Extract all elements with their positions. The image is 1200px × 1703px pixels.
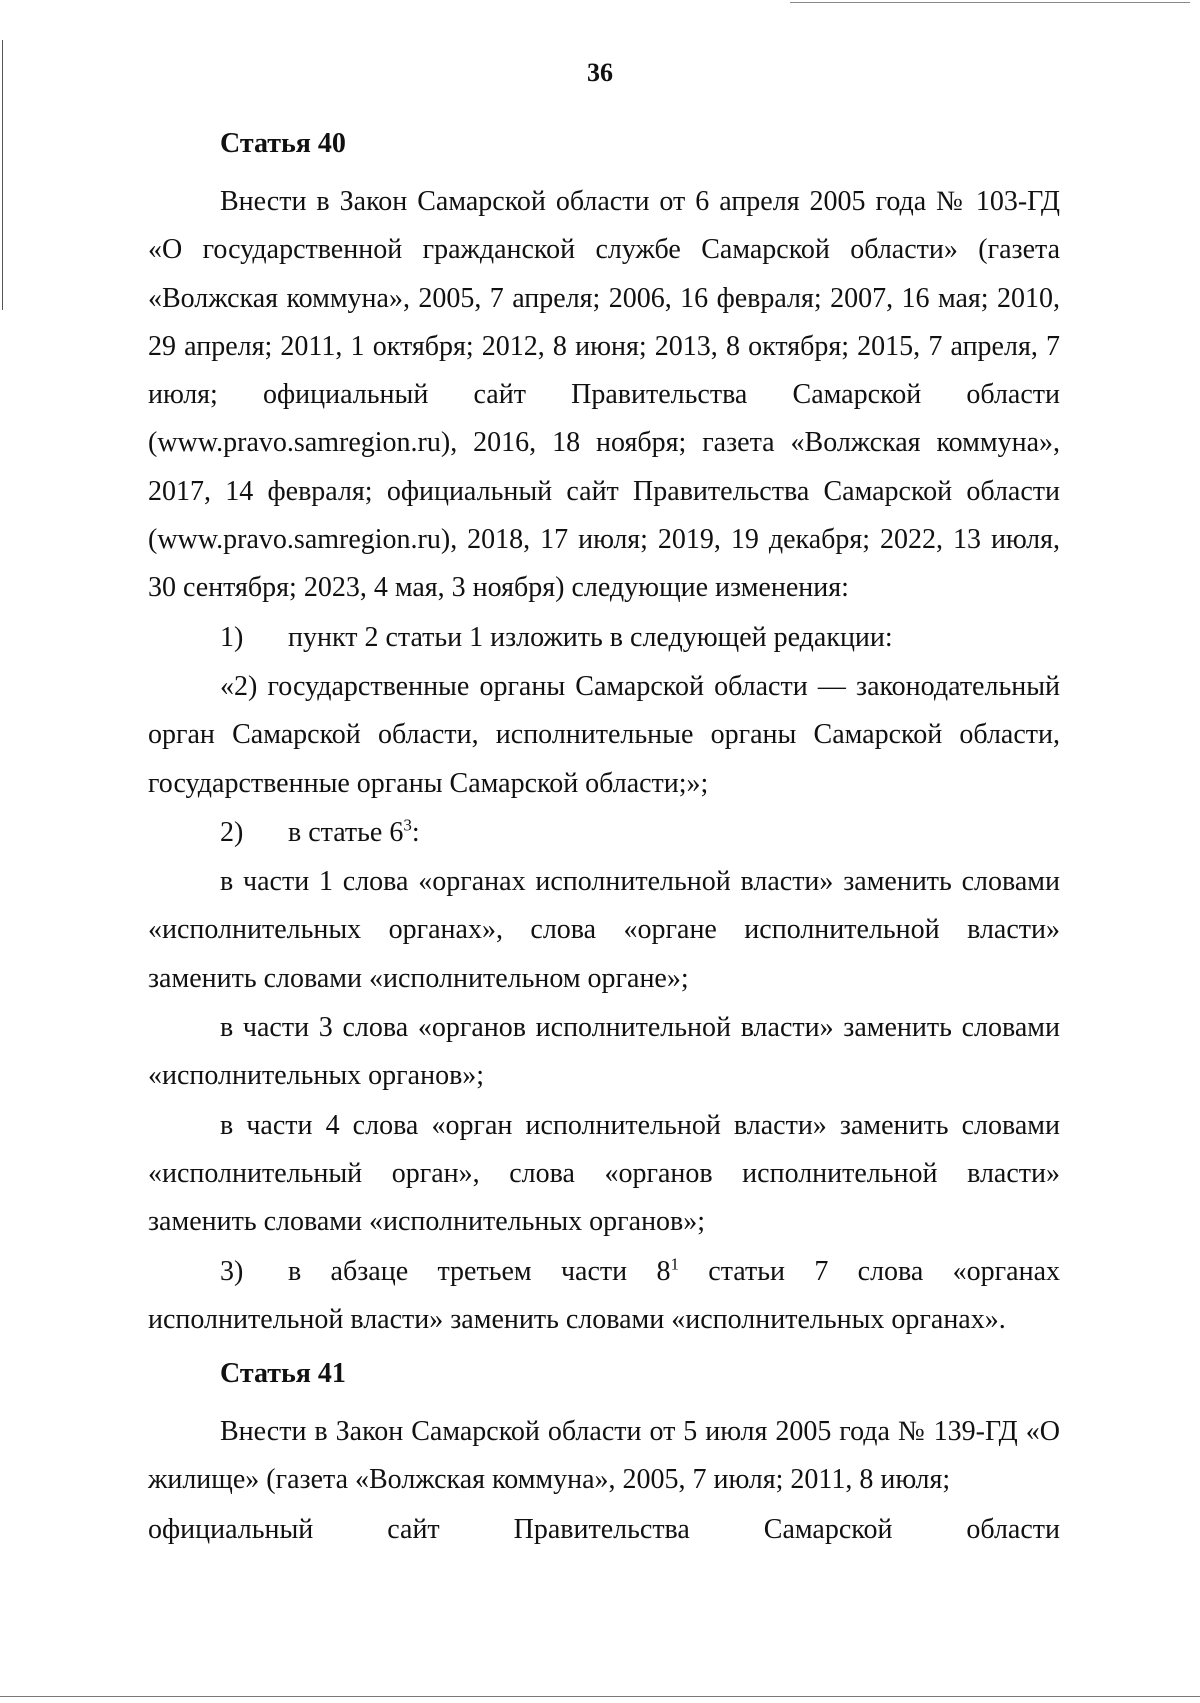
item-number: 1): [220, 621, 244, 653]
item-number: 2): [220, 816, 244, 848]
article-41-intro: Внести в Закон Самарской области от 5 июля 2005 года № 139-ГД «О жилище» (газета «Волжская коммуна», 2005, 7 июля; 2011, 8 июля;: [148, 1416, 1060, 1496]
article-40-item-2: [148, 809, 1060, 857]
article-40-intro: Внести в Закон Самарской области от 6 апреля 2005 года № 103-ГД «О государственной гражданской службе Самарской области» (газета «Волжская коммуна», 2005, 7 апреля; 2006, 16 февраля; 2007, 16 мая; 2010, 29 апреля; 2011, 1 октября; 2012, 8 июня; 2013, 8 октября; 2015, 7 апреля, 7 июля; официальный сайт Правительства Самарской области (www.pravo.samregion.ru), 2016, 18 ноября; газета «Волжская коммуна», 2017, 14 февраля; официальный сайт Правительства Самарской области (www.pravo.samregion.ru), 2018, 17 июля; 2019, 19 декабря; 2022, 13 июля, 30 сентября; 2023, 4 мая, 3 ноября) следующие изменения:: [148, 186, 1060, 604]
document-body: [148, 128, 1060, 1555]
article-40-item-1: [148, 614, 1060, 662]
page-number: 36: [587, 58, 613, 87]
article-40-item-3: [148, 1248, 1060, 1345]
scan-edge-top: [790, 2, 1190, 3]
article-40-heading: Статья 40: [220, 128, 346, 159]
article-40-item-2-part-1: в части 1 слова «органах исполнительной власти» заменить словами «исполнительных органах», слова «органе исполнительной власти» заменить словами «исполнительном органе»;: [148, 866, 1060, 994]
article-41-heading: Статья 41: [220, 1358, 346, 1390]
item-number: 3): [220, 1255, 244, 1287]
article-40-item-1-quote: «2) государственные органы Самарской области — законодательный орган Самарской области, исполнительные органы Самарской области, государственные органы Самарской области;»;: [148, 670, 1060, 799]
scan-edge-bottom: [0, 1696, 1200, 1697]
item-text: в статье 6: [288, 816, 404, 848]
superscript: 1: [670, 1254, 679, 1274]
article-41-intro-continued: официальный сайт Правительства Самарской области: [148, 1513, 1060, 1545]
item-text-tail: статьи 7 слова «органах исполнительной власти» заменить словами «исполнительных органах».: [148, 1255, 1060, 1335]
item-text: пункт 2 статьи 1 изложить в следующей редакции:: [288, 621, 893, 653]
superscript: 3: [403, 815, 412, 835]
item-text-tail: :: [411, 816, 420, 848]
item-text: в абзаце третьем части 8: [288, 1255, 671, 1287]
article-40-item-2-part-4: в части 4 слова «орган исполнительной власти» заменить словами «исполнительный орган», слова «органов исполнительной власти» заменить словами «исполнительных органов»;: [148, 1109, 1060, 1238]
article-40-item-2-part-3: в части 3 слова «органов исполнительной власти» заменить словами «исполнительных органов»;: [148, 1012, 1060, 1092]
